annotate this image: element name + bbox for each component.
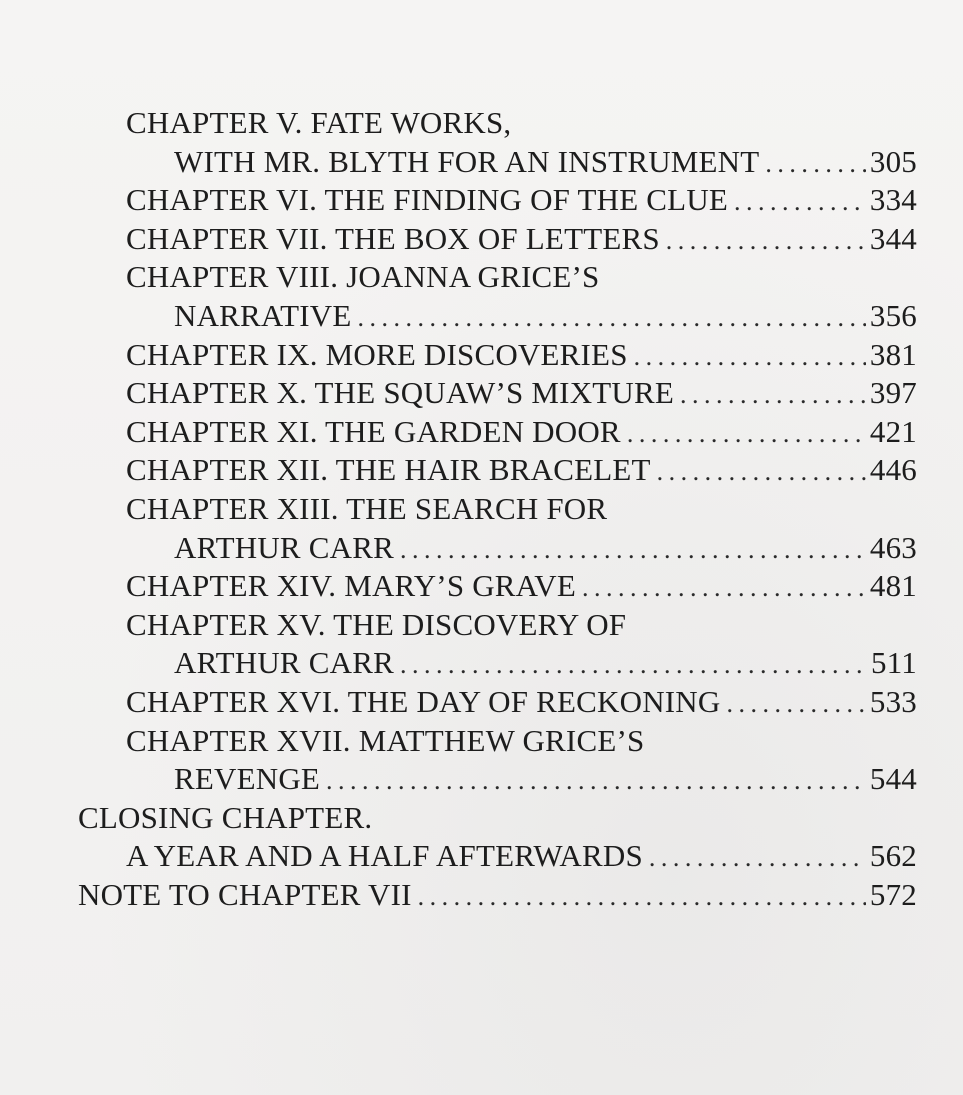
dot-leader	[649, 839, 866, 878]
toc-row	[0, 876, 963, 915]
toc-page-number: 421	[869, 413, 917, 449]
dot-leader	[627, 415, 866, 454]
toc-row	[0, 181, 963, 220]
toc-entry[interactable]	[174, 644, 917, 685]
dot-leader	[726, 685, 865, 724]
toc-entry-title: ARTHUR CARR	[174, 529, 394, 565]
toc-page-number: 381	[869, 336, 917, 372]
toc-entry[interactable]	[126, 413, 917, 454]
toc-row	[0, 760, 963, 799]
table-of-contents	[0, 104, 963, 914]
toc-entry[interactable]	[174, 760, 917, 801]
toc-entry[interactable]	[126, 683, 917, 724]
toc-entry-title: CHAPTER X. THE SQUAW’S MIXTURE	[126, 375, 675, 411]
toc-entry-title: CHAPTER XII. THE HAIR BRACELET	[126, 452, 651, 488]
toc-entry-title: CHAPTER XIII. THE SEARCH FOR	[126, 490, 608, 526]
toc-page-number: 356	[869, 297, 917, 333]
toc-row	[0, 490, 963, 529]
toc-row	[0, 799, 963, 838]
toc-entry[interactable]	[174, 143, 917, 184]
dot-leader	[400, 646, 867, 685]
toc-entry-title: CHAPTER XI. THE GARDEN DOOR	[126, 413, 621, 449]
toc-entry-title: REVENGE	[174, 761, 321, 797]
toc-entry-title: CHAPTER VIII. JOANNA GRICE’S	[126, 259, 600, 295]
toc-row	[0, 683, 963, 722]
toc-entry[interactable]	[126, 336, 917, 377]
toc-page-number: 544	[869, 761, 917, 797]
dot-leader	[657, 453, 866, 492]
toc-page-number: 446	[869, 452, 917, 488]
toc-page-number: 344	[869, 220, 917, 256]
toc-row	[0, 258, 963, 297]
dot-leader	[418, 878, 866, 917]
toc-page-number: 397	[869, 375, 917, 411]
dot-leader	[326, 762, 866, 801]
toc-page-number: 511	[871, 645, 917, 681]
toc-row	[0, 336, 963, 375]
toc-page-number: 305	[869, 143, 917, 179]
toc-page-number: 562	[869, 838, 917, 874]
dot-leader	[634, 338, 866, 377]
toc-entry[interactable]	[78, 876, 917, 917]
toc-entry-title: CHAPTER XIV. MARY’S GRAVE	[126, 568, 576, 604]
toc-row	[0, 297, 963, 336]
toc-entry[interactable]	[174, 529, 917, 570]
toc-entry-title: NARRATIVE	[174, 297, 352, 333]
toc-row	[0, 529, 963, 568]
toc-entry-title: CHAPTER VI. THE FINDING OF THE CLUE	[126, 182, 729, 218]
toc-entry-title: CHAPTER IX. MORE DISCOVERIES	[126, 336, 628, 372]
toc-entry-title: CHAPTER VII. THE BOX OF LETTERS	[126, 220, 660, 256]
toc-entry-title: CHAPTER XV. THE DISCOVERY OF	[126, 606, 627, 642]
dot-leader	[400, 531, 866, 570]
toc-entry[interactable]	[126, 181, 917, 222]
toc-row	[0, 567, 963, 606]
dot-leader	[734, 183, 866, 222]
toc-entry-title: CHAPTER V. FATE WORKS,	[126, 105, 512, 140]
dot-leader	[680, 376, 866, 415]
toc-row	[0, 644, 963, 683]
toc-entry-title: CHAPTER XVII. MATTHEW GRICE’S	[126, 722, 645, 758]
toc-page-number: 334	[869, 182, 917, 218]
toc-row	[0, 451, 963, 490]
dot-leader	[357, 299, 865, 338]
toc-row	[0, 722, 963, 761]
toc-entry-title: CLOSING CHAPTER.	[78, 799, 373, 835]
toc-entry-title: NOTE TO CHAPTER VII	[78, 876, 412, 912]
toc-page-number: 463	[869, 529, 917, 565]
toc-entry[interactable]	[126, 374, 917, 415]
toc-row	[0, 104, 963, 143]
toc-row	[0, 606, 963, 645]
toc-row	[0, 413, 963, 452]
toc-row	[0, 837, 963, 876]
toc-entry-title: WITH MR. BLYTH FOR AN INSTRUMENT	[174, 143, 760, 179]
dot-leader	[765, 145, 865, 184]
toc-entry-title: A YEAR AND A HALF AFTERWARDS	[126, 838, 643, 874]
toc-entry-title: CHAPTER XVI. THE DAY OF RECKONING	[126, 683, 721, 719]
toc-entry[interactable]	[126, 837, 917, 878]
toc-entry[interactable]	[126, 567, 917, 608]
toc-page-number: 481	[869, 568, 917, 604]
toc-page-number: 572	[869, 876, 917, 912]
dot-leader	[666, 222, 866, 261]
dot-leader	[582, 569, 866, 608]
toc-entry[interactable]	[126, 220, 917, 261]
toc-entry[interactable]	[126, 451, 917, 492]
toc-row	[0, 143, 963, 182]
toc-row	[0, 220, 963, 259]
toc-entry[interactable]	[174, 297, 917, 338]
toc-page-number: 533	[869, 683, 917, 719]
toc-row	[0, 374, 963, 413]
toc-entry-title: ARTHUR CARR	[174, 645, 394, 681]
